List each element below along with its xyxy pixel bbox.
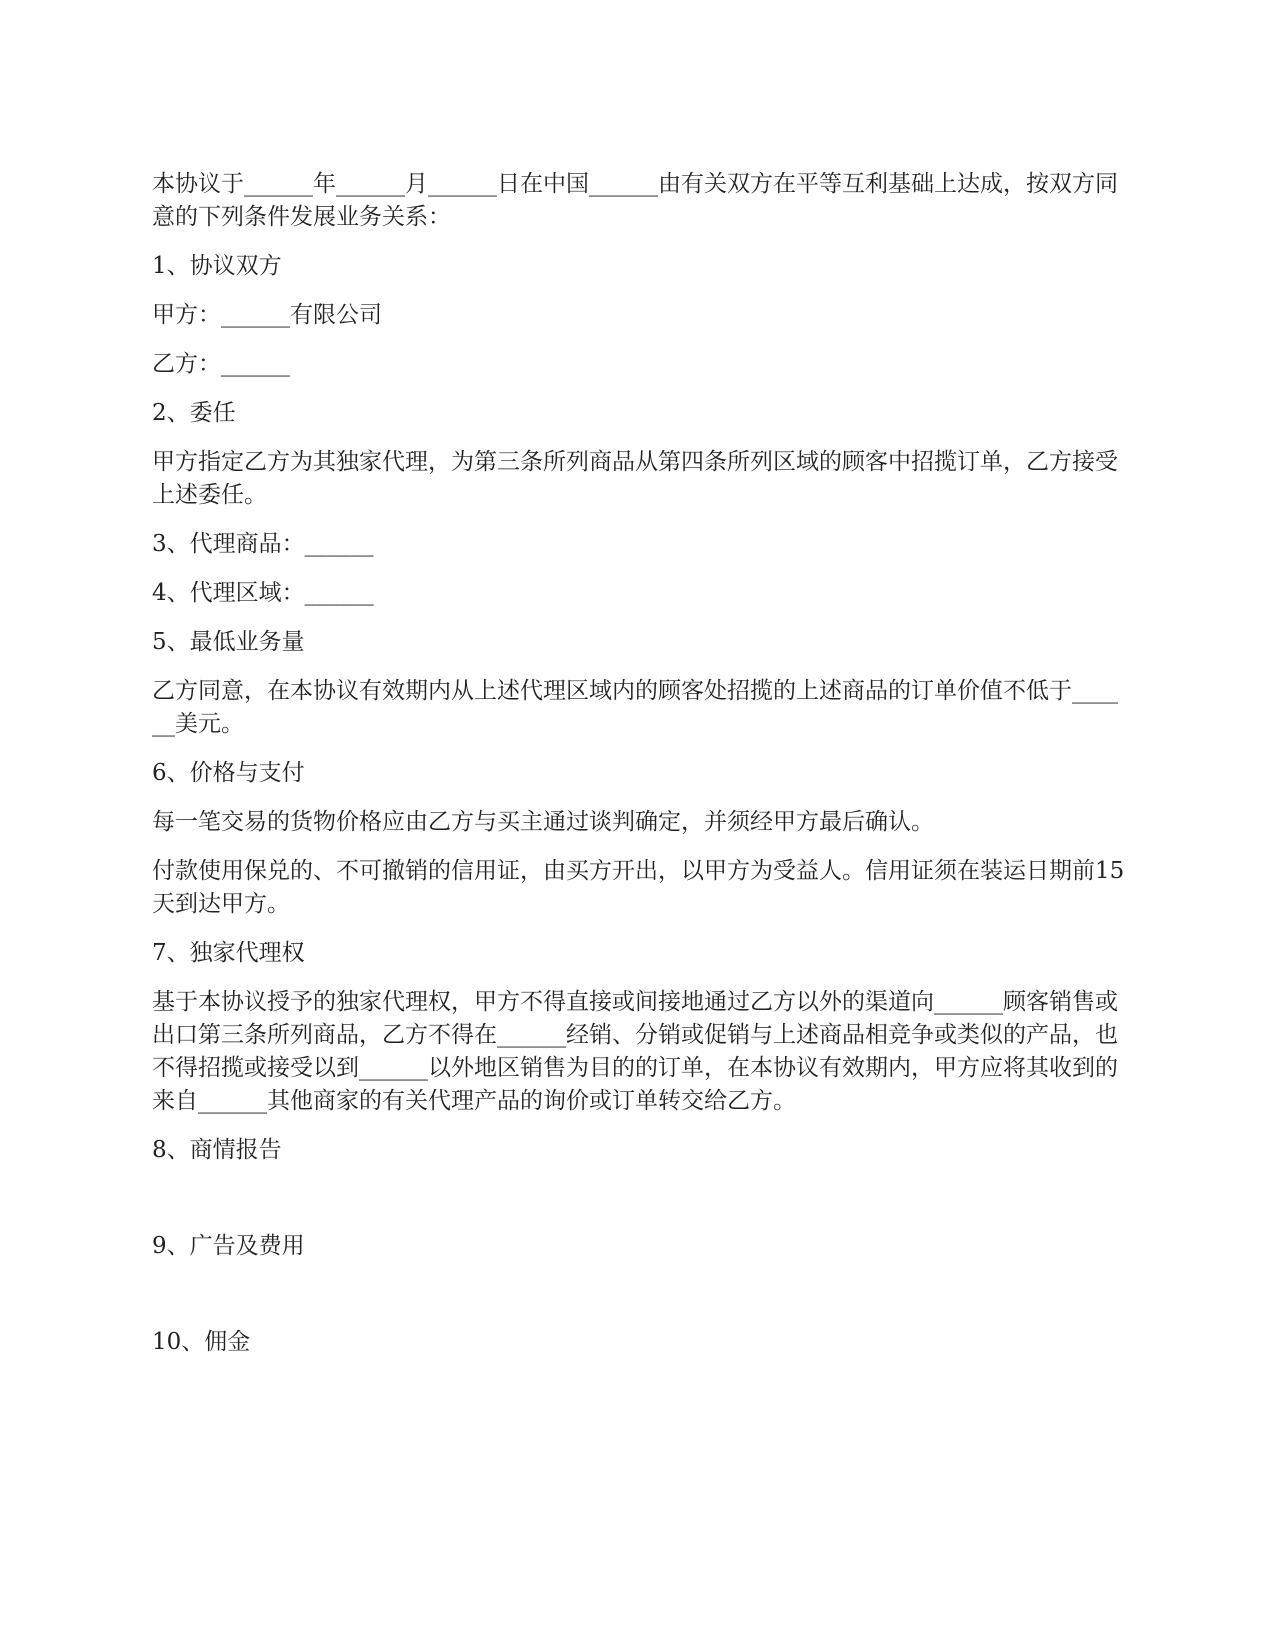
section-4-line: 4、代理区域：______	[152, 580, 374, 606]
appointment-paragraph: 甲方指定乙方为其独家代理，为第三条所列商品从第四条所列区域的顾客中招揽订单，乙方接受上述委任。	[152, 449, 1118, 508]
party-a-line: 甲方：______有限公司	[152, 302, 382, 328]
price-paragraph: 每一笔交易的货物价格应由乙方与买主通过谈判确定，并须经甲方最后确认。	[152, 809, 934, 835]
section-3-line: 3、代理商品：______	[152, 531, 374, 557]
minimum-volume-paragraph: 乙方同意，在本协议有效期内从上述代理区域内的顾客处招揽的上述商品的订单价值不低于______美元。	[152, 678, 1118, 737]
exclusive-rights-paragraph: 基于本协议授予的独家代理权，甲方不得直接或间接地通过乙方以外的渠道向______顾客销售或出口第三条所列商品，乙方不得在______经销、分销或促销与上述商品相竞争或类似的产品，也不得招揽或接受以到______以外地区销售为目的的订单，在本协议有效期内，甲方应将其收到的来自______其他商家的有关代理产品的询价或订单转交给乙方。	[152, 989, 1118, 1114]
document-body	[152, 168, 1127, 1375]
section-1-heading: 1、协议双方	[152, 253, 282, 279]
section-10-heading: 10、佣金	[152, 1329, 251, 1355]
section-2-heading: 2、委任	[152, 400, 236, 426]
section-7-heading: 7、独家代理权	[152, 940, 305, 966]
party-b-line: 乙方：______	[152, 351, 290, 377]
section-9-heading: 9、广告及费用	[152, 1233, 305, 1259]
section-6-heading: 6、价格与支付	[152, 760, 305, 786]
section-5-heading: 5、最低业务量	[152, 629, 305, 655]
payment-paragraph: 付款使用保兑的、不可撤销的信用证，由买方开出，以甲方为受益人。信用证须在装运日期前15天到达甲方。	[152, 858, 1125, 917]
section-8-heading: 8、商情报告	[152, 1137, 282, 1163]
intro-paragraph: 本协议于______年______月______日在中国______由有关双方在平等互利基础上达成，按双方同意的下列条件发展业务关系：	[152, 171, 1118, 230]
